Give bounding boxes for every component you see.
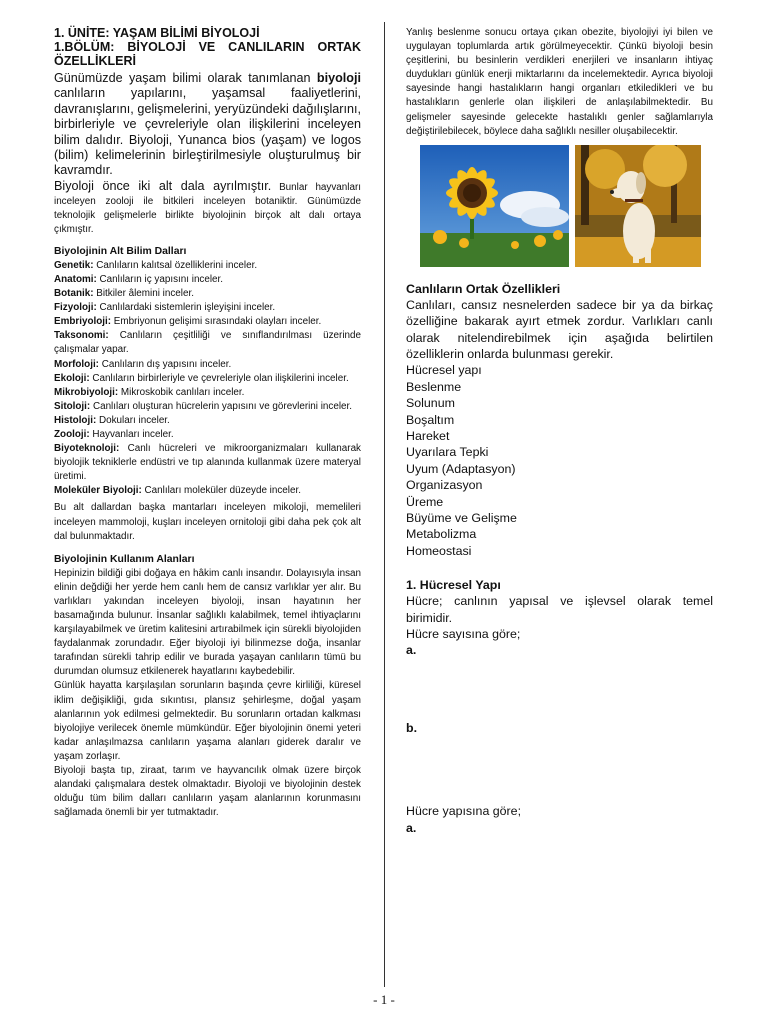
common-features-list [406, 362, 713, 559]
branch-item [54, 484, 361, 498]
unit-title: 1. ÜNİTE: YAŞAM BİLİMİ BİYOLOJİ [54, 26, 260, 40]
branch-desc: Embriyonun gelişimi sırasındaki olayları inceler. [111, 316, 322, 328]
branches-closing: Bu alt dallardan başka mantarları inceleyen mikoloji, memelileri inceleyen mammoloji, kuşları inceleyen ornitoloji gibi daha pek çok alt dal bulunmaktadır. [54, 502, 361, 542]
branch-desc: Hayvanları inceler. [89, 428, 174, 440]
cell-text: Hücre; canlının yapısal ve işlevsel olarak temel birimidir. [406, 594, 713, 625]
branch-desc: Canlı hücreleri ve mikroorganizmaları kullanarak biyolojik tekniklerle endüstri ve tıp alanında kullanmak üzere materyal üretimi. [54, 443, 361, 483]
branch-desc: Bitkiler âlemini inceler. [93, 288, 194, 300]
branch-item [54, 400, 361, 414]
branch-desc: Canlılardaki sistemlerin işleyişini inceler. [96, 302, 276, 314]
sunflower-photo [420, 145, 569, 267]
branch-item [54, 259, 361, 273]
branch-term: Botanik: [54, 288, 94, 300]
common-feature-item: Solunum [406, 396, 455, 411]
branch-item [54, 428, 361, 442]
branch-term: Morfoloji: [54, 358, 99, 370]
left-column [54, 26, 361, 820]
common-feature-item: Üreme [406, 494, 444, 509]
branch-desc: Mikroskobik canlıları inceler. [118, 386, 245, 398]
intro-paragraph-2: Biyoloji önce iki alt dala ayrılmıştır. Bunlar hayvanları inceleyen zooloji ile bitkileri inceleyen botaniktir. Günümüzde teknolojik gelişmelerle birlikte biyolojinin birçok alt dalı ortaya çıkmıştır. [54, 178, 362, 235]
branch-desc: Canlıların kalıtsal özelliklerini inceler. [93, 259, 258, 271]
branch-item [54, 414, 361, 428]
intro-paragraph: Günümüzde yaşam bilimi olarak tanımlanan biyoloji canlıların yapılarını, yaşamsal faaliyetlerini, davranışlarını, gelişmelerini, yeryüzündeki dağılışlarını, birbirleriyle ve çevreleriyle olan ilişkilerini inceleyen bilim dalıdır. Biyoloji, Yunanca bios (yaşam) ve logos (bilim) kelimelerinin birleştirilmesiyle oluşturulmuş bir kavramdır. [54, 71, 361, 178]
photo-row [406, 145, 713, 267]
column-divider [384, 22, 385, 987]
common-feature-item: Uyarılara Tepki [406, 445, 489, 460]
cell-heading: 1. Hücresel Yapı [406, 578, 501, 593]
branch-term: Mikrobiyoloji: [54, 386, 119, 398]
branch-term: Biyoteknoloji: [54, 443, 120, 455]
branch-term: Moleküler Biyoloji: [54, 485, 142, 497]
common-heading: Canlıların Ortak Özellikleri [406, 281, 561, 296]
branch-term: Genetik: [54, 259, 94, 271]
branch-desc: Canlıları oluşturan hücrelerin yapısını ve görevlerini inceler. [90, 400, 353, 412]
branch-desc: Canlıların birbirleriyle ve çevreleriyle olan ilişkilerini inceler. [89, 372, 349, 384]
branch-item [54, 358, 361, 372]
cell-by-count: Hücre sayısına göre; [406, 627, 521, 642]
branch-term: Embriyoloji: [54, 316, 112, 328]
common-feature-item: Metabolizma [406, 527, 477, 542]
usage-paragraph-1: Hepinizin bildiği gibi doğaya en hâkim canlı insandır. Dolayısıyla insan elinin değdiği her yerde hem canlı hem de cansız varlıklar yer alır. Bu varlıkları yakından inceleyen biyoloji, insan hayatının her basamağında bulunur. İnsanlar sağlıklı kalabilmek, temel ihtiyaçlarını karşılayabilmek ve üretim kalitesini artırabilmek için sürekli biyolojiden faydalanmak zorundadır. Eğer biyoloji iyi bilinmezse doğa, insanlar tarafından sürekli tahrip edilir ve burada yaşayan canlıların tümü bu durumdan olumsuz etkilenerek hayatlarını kaybedebilir. [54, 567, 361, 678]
branch-term: Zooloji: [54, 428, 90, 440]
branch-term: Ekoloji: [54, 372, 90, 384]
chapter-title: 1.BÖLÜM: BİYOLOJİ VE CANLILARIN ORTAK ÖZELLİKLERİ [54, 40, 361, 68]
cell-by-structure: Hücre yapısına göre; [406, 804, 522, 819]
branch-item [54, 372, 361, 386]
branch-desc: Canlıların iç yapısını inceler. [96, 273, 224, 285]
common-feature-item: Hareket [406, 429, 450, 443]
branch-item [54, 287, 361, 301]
right-column [406, 26, 713, 836]
branches-heading: Biyolojinin Alt Bilim Dalları [54, 245, 187, 257]
dog-photo [575, 145, 701, 267]
branches-list [54, 259, 361, 499]
branch-desc: Canlıların dış yapısını inceler. [98, 358, 232, 370]
cell-a-label: a. [406, 643, 417, 658]
branch-term: Taksonomi: [54, 330, 109, 342]
branch-item [54, 329, 361, 357]
common-text: Canlıları, cansız nesnelerden sadece bir ya da birkaç özelliğine bakarak ayırt etmek zordur. Varlıkları canlı olarak nitelendirebilmek için aşağıda belirtilen özelliklerin onlarda bulunması gerekir. [406, 297, 713, 361]
usage-heading: Biyolojinin Kullanım Alanları [54, 553, 195, 565]
branch-term: Anatomi: [54, 273, 97, 285]
common-feature-item: Hücresel yapı [406, 363, 482, 378]
branch-term: Fizyoloji: [54, 302, 97, 314]
common-feature-item: Büyüme ve Gelişme [406, 511, 517, 526]
usage-paragraph-3: Biyoloji başta tıp, ziraat, tarım ve hayvancılık olmak üzere birçok alandaki çalışmalara destek olmaktadır. Biyoloji ve biyolojinin destek olduğu tüm bilim dalları canlıların yaşam alanlarının korunmasını sağlamada önemli bir yer tutmaktadır. [54, 765, 361, 819]
branch-term: Sitoloji: [54, 400, 91, 412]
common-feature-item: Homeostasi [406, 543, 472, 558]
branch-item [54, 301, 361, 315]
page-number: - 1 - [373, 992, 395, 1007]
branch-item [54, 442, 361, 484]
branch-desc: Canlıların çeşitliliği ve sınıflandırılması üzerinde çalışmalar yapar. [54, 330, 361, 356]
common-feature-item: Uyum (Adaptasyon) [406, 461, 516, 476]
common-feature-item: Boşaltım [406, 412, 455, 427]
branch-desc: Dokuları inceler. [96, 414, 170, 426]
usage-paragraph-2: Günlük hayatta karşılaşılan sorunların başında çevre kirliliği, küresel iklim değişikliği, gıda sıkıntısı, plansız şehirleşme, doğal yaşam alanlarının yok edilmesi gelmektedir. Bu sorunların ortadan kalkması biyolojiye verilecek önemle mümkündür. Eğer biyolojinin önemi yeteri kadar anlaşılmazsa canlıların yaşama alanları giderek daralır ve yaşam zorlaşır. [54, 680, 361, 762]
branch-item [54, 315, 361, 329]
common-feature-item: Organizasyon [406, 478, 483, 493]
cell-a2-label: a. [406, 820, 417, 835]
branch-item [54, 273, 361, 287]
cell-b-label: b. [406, 720, 418, 735]
branch-desc: Canlıları moleküler düzeyde inceler. [141, 485, 301, 497]
common-feature-item: Beslenme [406, 379, 462, 394]
branch-term: Histoloji: [54, 414, 97, 426]
branch-item [54, 386, 361, 400]
right-intro-paragraph: Yanlış beslenme sonucu ortaya çıkan obezite, biyolojiyi iyi bilen ve uygulayan toplumlarda artık görülmeyecektir. Çünkü biyoloji besin çeşitlerini, bu besinlerin verdikleri enerjileri ve insanların ihtiyaç duydukları günlük enerji miktarlarını da incelemektedir. Ayrıca biyoloji sayesinde hangi hastalıkların hangi organları etkiledikleri ve bu hastalıkların genlerle olan ilişkileri de anlaşılabilmektedir. Bu gelişmeler sayesinde gelecekte hastalıklı genler sağlamlarıyla değiştirilebilecek, böylece daha sağlıklı nesiller oluşabilecektir. [406, 27, 713, 137]
